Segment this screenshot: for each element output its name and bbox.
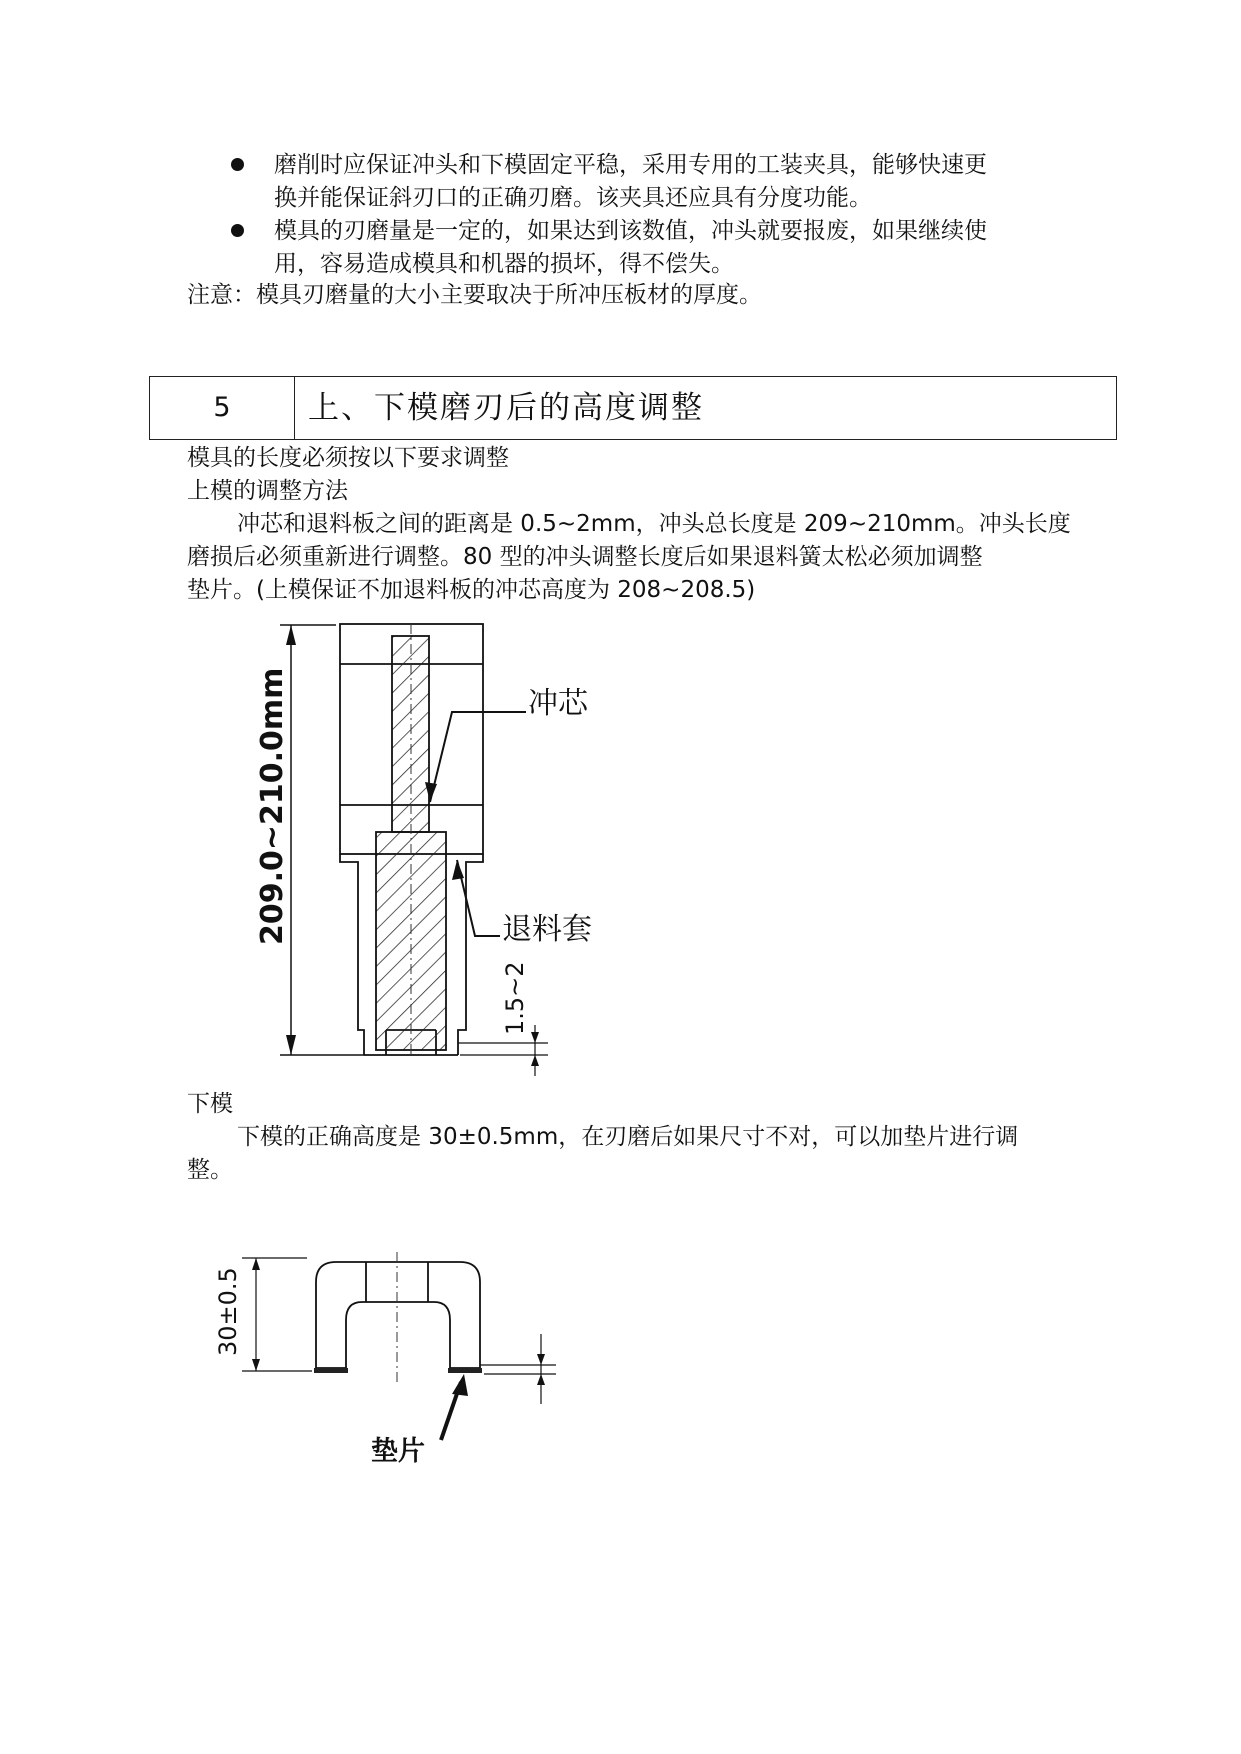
upper-mold-paragraph-line-1: 冲芯和退料板之间的距离是 0.5~2mm，冲头总长度是 209~210mm。冲头长度 [237, 511, 1071, 537]
upper-mold-heading: 上模的调整方法 [187, 478, 348, 504]
shim-label-arrow [441, 1374, 468, 1440]
upper-mold-paragraph-line-2: 磨损后必须重新进行调整。80 型的冲头调整长度后如果退料簧太松必须加调整 [187, 544, 983, 570]
height-dimension [242, 1258, 312, 1371]
bullet-item-1-line-2: 换并能保证斜刃口的正确刃磨。该夹具还应具有分度功能。 [274, 185, 872, 211]
lower-die-outline [316, 1262, 480, 1368]
lower-mold-heading: 下模 [187, 1091, 233, 1117]
shim-label: 垫片 [371, 1436, 425, 1467]
shim-layers [314, 1368, 482, 1373]
intro-text: 模具的长度必须按以下要求调整 [187, 445, 509, 471]
overall-length-label: 209.0~210.0mm [255, 667, 290, 945]
shim-thickness-dimension [480, 1334, 556, 1404]
core-label: 冲芯 [528, 686, 588, 721]
stripper-label: 退料套 [502, 912, 592, 947]
lower-mold-paragraph-line-2: 整。 [187, 1157, 233, 1183]
note-text: 注意：模具刃磨量的大小主要取决于所冲压板材的厚度。 [187, 282, 762, 308]
upper-mold-paragraph-line-3: 垫片。(上模保证不加退料板的冲芯高度为 208~208.5) [187, 577, 756, 603]
bullet-item-2-line-1: 模具的刃磨量是一定的，如果达到该数值，冲头就要报废，如果继续使 [274, 218, 987, 244]
section-number: 5 [150, 377, 295, 439]
section-title: 上、下模磨刃后的高度调整 [308, 390, 704, 426]
lower-mold-paragraph-line-1: 下模的正确高度是 30±0.5mm，在刃磨后如果尺寸不对，可以加垫片进行调 [237, 1124, 1019, 1150]
height-dimension-label: 30±0.5 [214, 1267, 242, 1356]
bullet-item-2-line-2: 用，容易造成模具和机器的损坏，得不偿失。 [274, 251, 734, 277]
bullet-item-1-line-1: 磨削时应保证冲头和下模固定平稳，采用专用的工装夹具，能够快速更 [274, 152, 987, 178]
gap-dimension-label: 1.5~2 [501, 961, 529, 1035]
